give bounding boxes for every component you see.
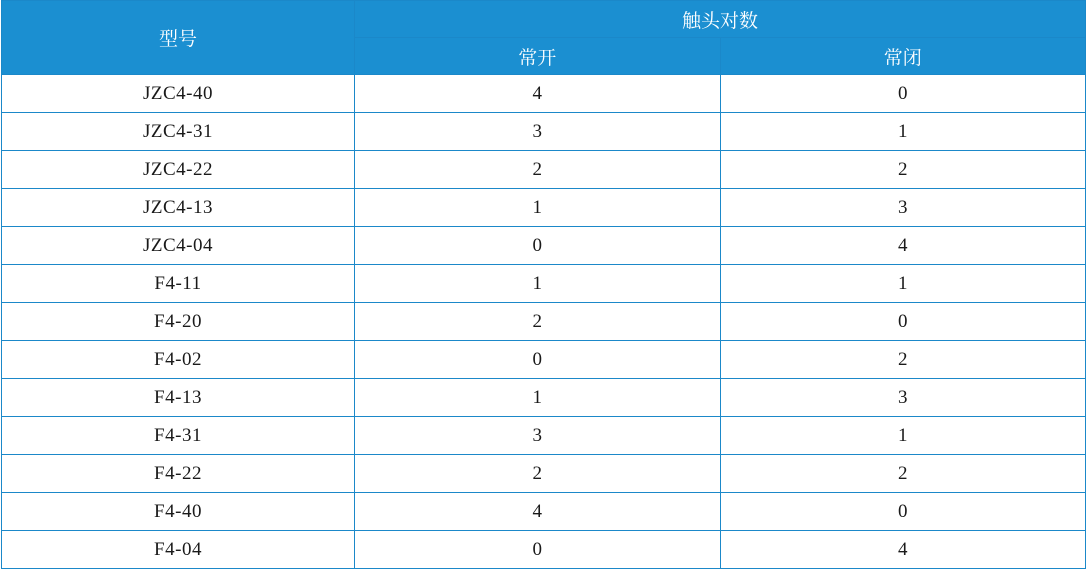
cell-normally-open: 0	[355, 531, 721, 569]
table-header	[2, 1, 1086, 75]
cell-model: F4-11	[2, 265, 355, 303]
cell-normally-open: 4	[355, 493, 721, 531]
table-row	[2, 227, 1086, 265]
cell-model: F4-40	[2, 493, 355, 531]
cell-normally-closed: 1	[720, 417, 1086, 455]
cell-normally-open: 0	[355, 227, 721, 265]
cell-normally-closed: 2	[720, 455, 1086, 493]
cell-normally-closed: 0	[720, 493, 1086, 531]
cell-normally-open: 1	[355, 265, 721, 303]
cell-model: JZC4-13	[2, 189, 355, 227]
table-row	[2, 493, 1086, 531]
table-row	[2, 265, 1086, 303]
cell-normally-open: 0	[355, 341, 721, 379]
cell-normally-open: 4	[355, 75, 721, 113]
cell-model: F4-04	[2, 531, 355, 569]
cell-model: JZC4-31	[2, 113, 355, 151]
cell-model: JZC4-04	[2, 227, 355, 265]
table-header-row-1	[2, 1, 1086, 38]
cell-normally-closed: 2	[720, 151, 1086, 189]
table-row	[2, 303, 1086, 341]
cell-normally-closed: 3	[720, 379, 1086, 417]
cell-normally-closed: 4	[720, 531, 1086, 569]
cell-model: JZC4-22	[2, 151, 355, 189]
table-row	[2, 379, 1086, 417]
cell-model: JZC4-40	[2, 75, 355, 113]
contact-pairs-table	[1, 0, 1086, 569]
table-row	[2, 75, 1086, 113]
cell-normally-closed: 1	[720, 113, 1086, 151]
cell-model: F4-02	[2, 341, 355, 379]
table-row	[2, 531, 1086, 569]
cell-model: F4-13	[2, 379, 355, 417]
column-header-model: 型号	[2, 1, 355, 75]
column-header-normally-open: 常开	[355, 38, 721, 75]
cell-normally-closed: 0	[720, 75, 1086, 113]
cell-normally-closed: 3	[720, 189, 1086, 227]
table-row	[2, 341, 1086, 379]
table-row	[2, 151, 1086, 189]
cell-normally-closed: 2	[720, 341, 1086, 379]
cell-normally-closed: 0	[720, 303, 1086, 341]
column-header-contact-pairs: 触头对数	[355, 1, 1086, 38]
table-row	[2, 455, 1086, 493]
cell-normally-closed: 4	[720, 227, 1086, 265]
table-body	[2, 75, 1086, 569]
cell-normally-open: 2	[355, 455, 721, 493]
cell-model: F4-31	[2, 417, 355, 455]
cell-normally-open: 3	[355, 417, 721, 455]
table-row	[2, 189, 1086, 227]
table-row	[2, 417, 1086, 455]
cell-model: F4-22	[2, 455, 355, 493]
table-row	[2, 113, 1086, 151]
column-header-normally-closed: 常闭	[720, 38, 1086, 75]
cell-normally-open: 1	[355, 379, 721, 417]
cell-model: F4-20	[2, 303, 355, 341]
cell-normally-open: 3	[355, 113, 721, 151]
cell-normally-open: 2	[355, 151, 721, 189]
cell-normally-closed: 1	[720, 265, 1086, 303]
cell-normally-open: 1	[355, 189, 721, 227]
cell-normally-open: 2	[355, 303, 721, 341]
